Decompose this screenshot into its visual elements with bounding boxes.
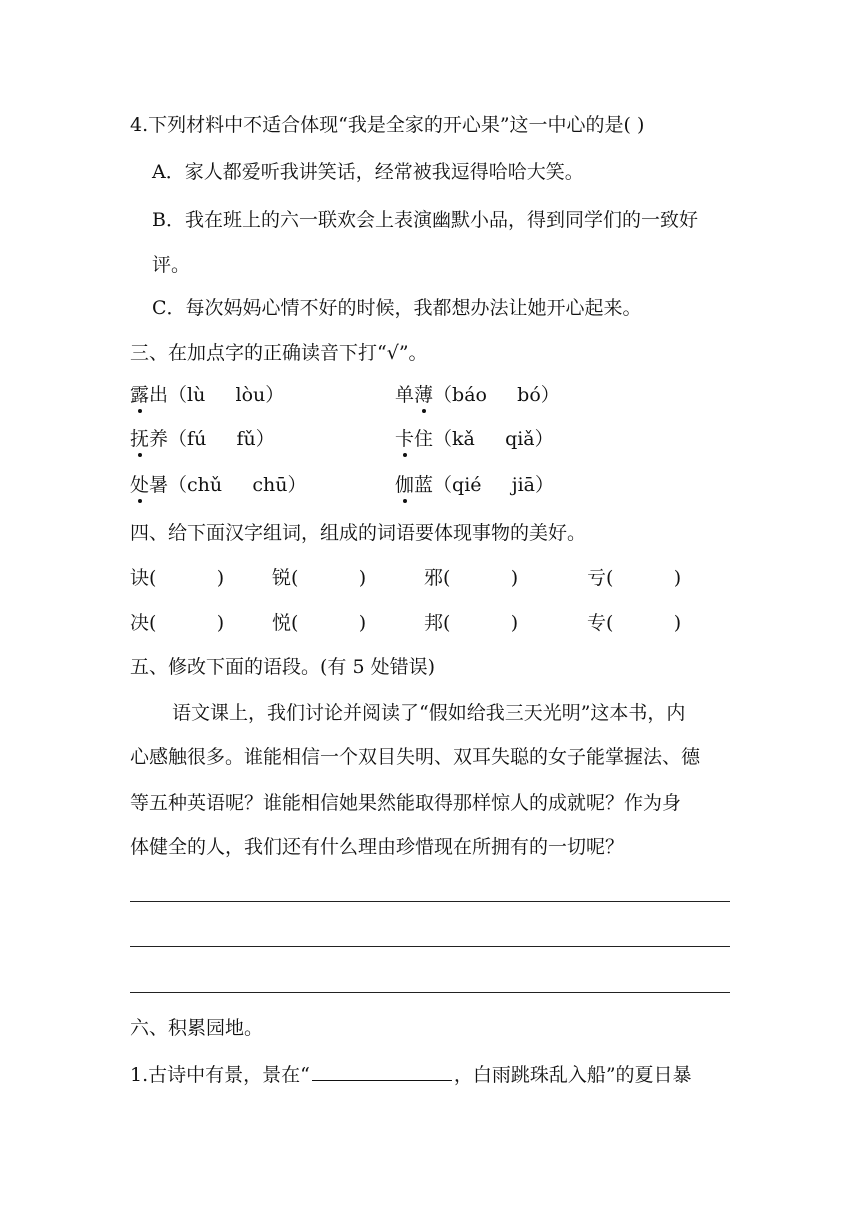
- word-blank: 邦( ): [424, 612, 519, 634]
- q4-option-a: A．家人都爱听我讲笑话，经常被我逗得哈哈大笑。: [152, 161, 584, 183]
- pinyin-item-chu: [130, 470, 306, 500]
- pinyin-options: （lù lòu）: [168, 384, 285, 406]
- pinyin-item-lu: [130, 380, 284, 410]
- dotted-char: 露: [130, 380, 149, 410]
- answer-line: [130, 901, 730, 902]
- dotted-char: 处: [130, 470, 149, 500]
- dotted-char: 抚: [130, 424, 149, 454]
- pinyin-item-qie: [395, 470, 554, 500]
- word-prefix: 单: [395, 384, 415, 406]
- answer-line: [130, 992, 730, 993]
- pinyin-options: （fú fǔ）: [168, 428, 275, 450]
- pinyin-options: （qié jiā）: [433, 474, 555, 496]
- word-blank: 悦( ): [272, 612, 367, 634]
- dotted-char: 伽: [395, 470, 414, 500]
- word-rest: 住: [414, 428, 434, 450]
- section4-title: 四、给下面汉字组词，组成的词语要体现事物的美好。: [130, 522, 587, 544]
- section5-para-line1: 语文课上，我们讨论并阅读了“假如给我三天光明”这本书，内: [172, 702, 686, 724]
- fill-blank[interactable]: [312, 1060, 452, 1081]
- word-blank: 专( ): [587, 612, 682, 634]
- pinyin-item-ka: [395, 424, 554, 454]
- q4-stem: 4.下列材料中不适合体现“我是全家的开心果”这一中心的是( ): [130, 114, 645, 136]
- word-rest: 出: [149, 384, 169, 406]
- section6-q1: [130, 1060, 692, 1090]
- section3-title: 三、在加点字的正确读音下打“√”。: [130, 342, 428, 364]
- word-blank: 诀( ): [130, 567, 225, 589]
- q4-option-b-line2: 评。: [152, 254, 191, 276]
- word-blank: 亏( ): [587, 567, 682, 589]
- q4-option-c: C．每次妈妈心情不好的时候，我都想办法让她开心起来。: [152, 297, 642, 319]
- dotted-char: 薄: [414, 380, 433, 410]
- word-blank: 锐( ): [272, 567, 367, 589]
- q4-option-b-line1: B．我在班上的六一联欢会上表演幽默小品，得到同学们的一致好: [152, 209, 698, 231]
- word-rest: 蓝: [414, 474, 434, 496]
- section6-title: 六、积累园地。: [130, 1017, 264, 1039]
- q1-suffix: ，白雨跳珠乱入船”的夏日暴: [453, 1064, 692, 1086]
- section5-para-line2: 心感触很多。谁能相信一个双目失明、双耳失聪的女子能掌握法、德: [130, 746, 701, 768]
- pinyin-options: （chǔ chū）: [168, 474, 307, 496]
- dotted-char: 卡: [395, 424, 414, 454]
- section5-para-line3: 等五种英语呢？谁能相信她果然能取得那样惊人的成就呢？作为身: [130, 792, 682, 814]
- word-rest: 养: [149, 428, 169, 450]
- section5-para-line4: 体健全的人，我们还有什么理由珍惜现在所拥有的一切呢？: [130, 836, 625, 858]
- word-rest: 暑: [149, 474, 169, 496]
- answer-line: [130, 946, 730, 947]
- pinyin-item-bao: [395, 380, 560, 410]
- word-blank: 邪( ): [424, 567, 519, 589]
- section5-title: 五、修改下面的语段。(有 5 处错误): [130, 656, 435, 678]
- pinyin-item-fu: [130, 424, 275, 454]
- word-blank: 决( ): [130, 612, 225, 634]
- q1-prefix: 1.古诗中有景，景在“: [130, 1064, 310, 1086]
- pinyin-options: （kǎ qiǎ）: [433, 428, 554, 450]
- pinyin-options: （báo bó）: [433, 384, 560, 406]
